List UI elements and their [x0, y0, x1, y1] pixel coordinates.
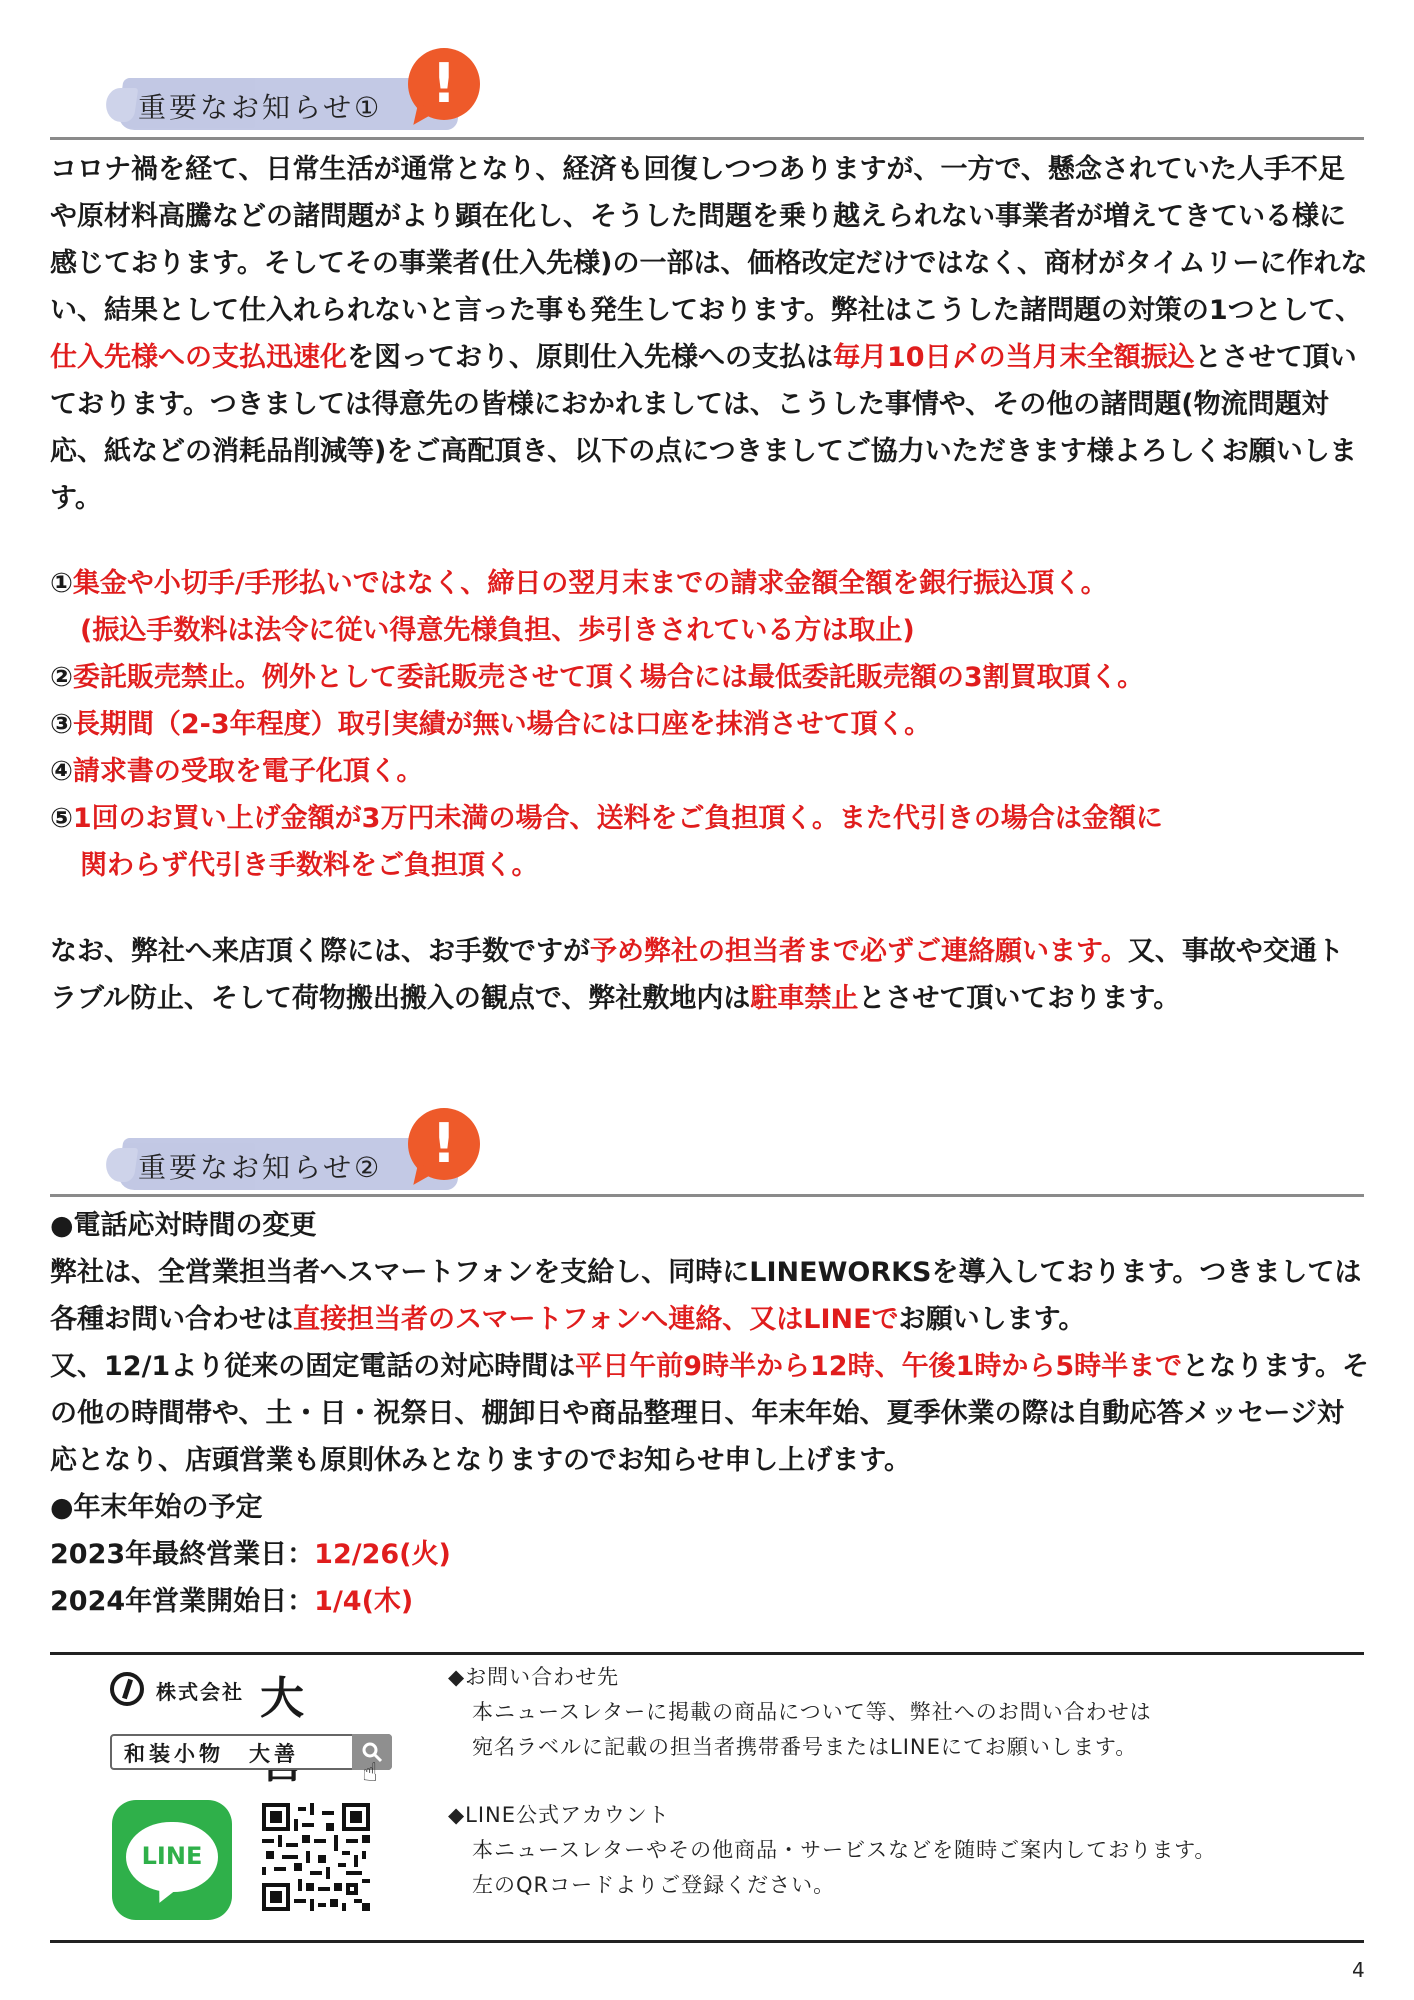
contact-heading: ◆お問い合わせ先 [448, 1665, 620, 1689]
list-item [50, 654, 1370, 701]
phone-text: お願いします。 [898, 1304, 1086, 1335]
closing-text: とさせて頂いております。 [858, 983, 1181, 1014]
list-number: ⑤ [50, 803, 73, 834]
first-day-label: 2024年営業開始日： [50, 1586, 315, 1617]
line-account-line: 左のQRコードよりご登録ください。 [472, 1873, 836, 1897]
notice-2-header [50, 1108, 1364, 1198]
last-day-value: 12/26(火) [314, 1539, 451, 1570]
phone-text: となります。その他の時間帯や、土・日・祝祭日、棚卸日や商品整理日、年末年始、夏季休業の際は自動応答メッセージ対応となり、店頭営業も原則休みとなりますのでお知らせ申し上げます。 [50, 1351, 1370, 1476]
line-account-info [448, 1798, 1368, 1903]
notice-1-text: コロナ禍を経て、日常生活が通常となり、経済も回復しつつありますが、一方で、懸念されていた人手不足や原材料高騰などの諸問題がより顕在化し、そうした問題を乗り越えられない事業者が増えてきている様に感じております。そしてその事業者(仕入先様)の一部は、価格改定だけではなく、商材がタイムリーに作れない、結果として仕入れられないと言った事も発生しております。弊社はこうした諸問題の対策の1つとして、 [50, 154, 1368, 326]
company-type: 株式会社 [156, 1680, 244, 1704]
list-number: ② [50, 662, 73, 693]
list-item [50, 701, 1370, 748]
list-text: 長期間（2-3年程度）取引実績が無い場合には口座を抹消させて頂く。 [72, 709, 932, 740]
list-number: ③ [50, 709, 73, 740]
exclamation-icon [408, 48, 480, 120]
notice-2-body [50, 1202, 1370, 1625]
first-business-day [50, 1578, 1370, 1625]
company-name: 大 [260, 1673, 334, 1724]
list-text: 委託販売禁止。例外として委託販売させて頂く場合には最低委託販売額の3割買取頂く。 [72, 662, 1145, 693]
line-account-line: 本ニュースレターやその他商品・サービスなどを随時ご案内しております。 [472, 1838, 1217, 1862]
line-account-heading: ◆LINE公式アカウント [448, 1803, 670, 1827]
contact-line: 本ニュースレターに掲載の商品について等、弊社へのお問い合わせは [472, 1700, 1152, 1724]
notice-2-divider [50, 1194, 1364, 1197]
list-item [50, 748, 1370, 795]
list-item-sub: 関わらず代引き手数料をご負担頂く。 [80, 850, 539, 881]
notice-1-highlight-schedule: 毎月10日〆の当月末全額振込 [833, 342, 1195, 373]
notice-1-title: 重要なお知らせ① [138, 91, 383, 124]
closing-text: 又、事故や交通トラブル防止、そして荷物搬出搬入の観点で、弊社敷地内は [50, 936, 1344, 1014]
phone-hours-paragraph [50, 1343, 1370, 1484]
list-text: 集金や小切手/手形払いではなく、締日の翌月末までの請求金額全額を銀行振込頂く。 [72, 568, 1108, 599]
phone-paragraph [50, 1249, 1370, 1343]
hand-cursor-icon: ☝ [362, 1758, 378, 1788]
closing-highlight-parking: 駐車禁止 [750, 983, 859, 1014]
closing-text: なお、弊社へ来店頂く際には、お手数ですが [50, 936, 590, 967]
phone-highlight-hours: 平日午前9時半から12時、午後1時から5時半まで [575, 1351, 1183, 1382]
last-business-day [50, 1531, 1370, 1578]
list-item [50, 560, 1370, 607]
closing-highlight-contact: 予め弊社の担当者まで必ずご連絡願います。 [590, 936, 1128, 967]
qr-code[interactable] [262, 1803, 370, 1911]
search-text: 和装小物 大善 [124, 1742, 299, 1766]
list-item [50, 795, 1370, 842]
exclamation-icon [408, 1108, 480, 1180]
list-number: ① [50, 568, 73, 599]
footer-bottom-rule [50, 1940, 1364, 1943]
notice-1-text: を図っており、原則仕入先様への支払は [347, 342, 833, 373]
holiday-heading: ●年末年始の予定 [50, 1492, 263, 1523]
notice-1-body [50, 146, 1370, 522]
line-logo-text: LINE [141, 1842, 203, 1870]
phone-text: 又、12/1より従来の固定電話の対応時間は [50, 1351, 576, 1382]
list-text: 請求書の受取を電子化頂く。 [72, 756, 424, 787]
phone-heading: ●電話応対時間の変更 [50, 1210, 317, 1241]
footer-top-rule [50, 1652, 1364, 1655]
line-logo-icon[interactable] [112, 1800, 232, 1920]
notice-1-header [50, 48, 1364, 138]
phone-highlight-contact: 直接担当者のスマートフォンへ連絡、又はLINEで [293, 1304, 899, 1335]
notice-1-divider [50, 137, 1364, 140]
contact-line: 宛名ラベルに記載の担当者携帯番号またはLINEにてお願いします。 [472, 1735, 1138, 1759]
list-item-sub: (振込手数料は法令に従い得意先様負担、歩引きされている方は取止) [80, 615, 915, 646]
request-list [50, 560, 1370, 889]
search-box[interactable] [110, 1734, 392, 1770]
last-day-label: 2023年最終営業日： [50, 1539, 315, 1570]
notice-1-closing [50, 928, 1370, 1022]
notice-1-highlight-payment: 仕入先様への支払迅速化 [50, 342, 347, 373]
exclamation-mark: ! [431, 1112, 457, 1175]
line-bubble [126, 1822, 218, 1892]
company-mark-icon [110, 1672, 144, 1706]
notice-2-title: 重要なお知らせ② [138, 1151, 383, 1184]
list-number: ④ [50, 756, 73, 787]
exclamation-mark: ! [431, 52, 457, 115]
contact-info [448, 1660, 1368, 1765]
page-number: 4 [1352, 1958, 1365, 1982]
first-day-value: 1/4(木) [314, 1586, 414, 1617]
list-text: 1回のお買い上げ金額が3万円未満の場合、送料をご負担頂く。また代引きの場合は金額に [72, 803, 1163, 834]
notice-1-text: とさせて頂いております。つきましては得意先の皆様におかれましては、こうした事情や、その他の諸問題(物流問題対応、紙などの消耗品削減等)をご高配頂き、以下の点につきましてご協力いただきます様よろしくお願いします。 [50, 342, 1357, 514]
phone-text: 弊社は、全営業担当者へスマートフォンを支給し、同時にLINEWORKSを導入しております。つきましては各種お問い合わせは [50, 1257, 1362, 1335]
